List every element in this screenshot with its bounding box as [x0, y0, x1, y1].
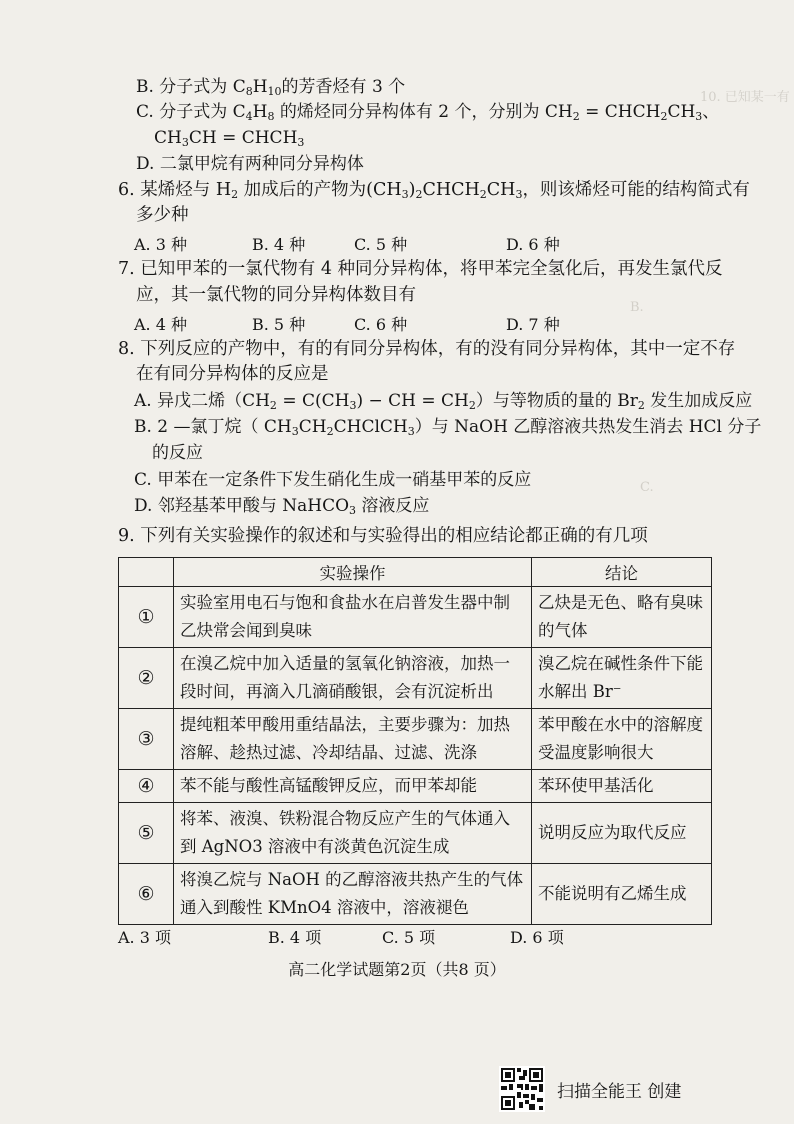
- q7-option-c[interactable]: C. 6 种: [354, 315, 408, 334]
- q5-option-b: B. 分子式为 $C_8H_{10}$的芳香烃有 3 个: [136, 77, 406, 98]
- q7-option-a[interactable]: A. 4 种: [134, 315, 187, 334]
- q8-option-c[interactable]: C. 甲苯在一定条件下发生硝化生成一硝基甲苯的反应: [134, 470, 532, 490]
- q7-stem-cont: 应，其一氯代物的同分异构体数目有: [136, 285, 416, 305]
- row-conclusion: 苯甲酸在水中的溶解度受温度影响很大: [532, 709, 712, 770]
- row-number: ④: [119, 770, 174, 803]
- header-conclusion: 结论: [532, 558, 712, 587]
- q8-option-a[interactable]: A. 异戊二烯（$CH_2 = C(CH_3)$ − CH = $CH_2$）与等物质的量的 $Br_2$ 发生加成反应: [134, 391, 753, 412]
- q9-option-c[interactable]: C. 5 项: [382, 928, 436, 947]
- q5-option-d: D. 二氯甲烷有两种同分异构体: [136, 154, 364, 174]
- page-footer: 高二化学试题第2页（共8 页）: [288, 960, 506, 979]
- row-number: ①: [119, 587, 174, 648]
- row-conclusion: 乙炔是无色、略有臭味的气体: [532, 587, 712, 648]
- q8-option-b[interactable]: B. 2 —氯丁烷（ $CH_3CH_2CHClCH_3$）与 NaOH 乙醇溶液共热发生消去 HCl 分子: [134, 417, 762, 438]
- row-number: ⑥: [119, 864, 174, 925]
- header-num: [119, 558, 174, 587]
- table-row: [119, 587, 712, 648]
- header-operation: 实验操作: [174, 558, 532, 587]
- row-number: ②: [119, 648, 174, 709]
- row-conclusion: 不能说明有乙烯生成: [532, 864, 712, 925]
- qr-code-icon: [499, 1066, 545, 1112]
- row-number: ③: [119, 709, 174, 770]
- q8-stem: 8. 下列反应的产物中，有的有同分异构体，有的没有同分异构体，其中一定不存: [118, 339, 736, 359]
- q8-option-b-cont: 的反应: [152, 443, 203, 463]
- q9-option-a[interactable]: A. 3 项: [118, 928, 171, 947]
- q6-option-a[interactable]: A. 3 种: [134, 235, 187, 254]
- table-row: [119, 770, 712, 803]
- bleed-through-text: B.: [630, 300, 644, 315]
- q7-stem: 7. 已知甲苯的一氯代物有 4 种同分异构体，将甲苯完全氢化后，再发生氯代反: [118, 259, 723, 279]
- scanner-brand-text: 扫描全能王 创建: [557, 1082, 682, 1102]
- q6-stem: 6. 某烯烃与 $H_2$ 加成后的产物为$(CH_3)_2CHCH_2CH_3$，则该烯烃可能的结构简式有: [118, 180, 750, 201]
- q7-option-b[interactable]: B. 5 种: [252, 315, 306, 334]
- q5-option-c: C. 分子式为 $C_4H_8$ 的烯烃同分异构体有 2 个，分别为 $CH_2$ = $CHCH_2CH_3$、: [136, 102, 720, 123]
- table-row: [119, 803, 712, 864]
- experiment-table: [118, 557, 712, 925]
- row-conclusion: 说明反应为取代反应: [532, 803, 712, 864]
- row-operation: 提纯粗苯甲酸用重结晶法，主要步骤为：加热溶解、趁热过滤、冷却结晶、过滤、洗涤: [174, 709, 532, 770]
- q9-stem: 9. 下列有关实验操作的叙述和与实验得出的相应结论都正确的有几项: [118, 526, 648, 546]
- q6-option-d[interactable]: D. 6 种: [506, 235, 560, 254]
- q8-option-d[interactable]: D. 邻羟基苯甲酸与 NaHCO$_3$ 溶液反应: [134, 496, 430, 517]
- table-header-row: [119, 558, 712, 587]
- row-number: ⑤: [119, 803, 174, 864]
- table-row: [119, 864, 712, 925]
- q9-option-b[interactable]: B. 4 项: [268, 928, 322, 947]
- q6-stem-cont: 多少种: [136, 205, 189, 225]
- q7-option-d[interactable]: D. 7 种: [506, 315, 560, 334]
- table-row: [119, 648, 712, 709]
- q5-option-c-cont: $CH_3CH$ = $CHCH_3$: [154, 128, 305, 149]
- q6-option-b[interactable]: B. 4 种: [252, 235, 306, 254]
- row-operation: 将溴乙烷与 NaOH 的乙醇溶液共热产生的气体通入到酸性 KMnO4 溶液中，溶液褪色: [174, 864, 532, 925]
- row-conclusion: 苯环使甲基活化: [532, 770, 712, 803]
- bleed-through-text: C.: [640, 480, 654, 495]
- bleed-through-text: 10. 已知某一有: [700, 90, 790, 105]
- row-operation: 苯不能与酸性高锰酸钾反应，而甲苯却能: [174, 770, 532, 803]
- row-operation: 实验室用电石与饱和食盐水在启普发生器中制乙炔常会闻到臭味: [174, 587, 532, 648]
- row-operation: 在溴乙烷中加入适量的氢氧化钠溶液，加热一段时间，再滴入几滴硝酸银，会有沉淀析出: [174, 648, 532, 709]
- table-row: [119, 709, 712, 770]
- q8-stem-cont: 在有同分异构体的反应是: [136, 364, 329, 384]
- q6-option-c[interactable]: C. 5 种: [354, 235, 408, 254]
- row-conclusion: 溴乙烷在碱性条件下能水解出 Br⁻: [532, 648, 712, 709]
- row-operation: 将苯、液溴、铁粉混合物反应产生的气体通入到 AgNO3 溶液中有淡黄色沉淀生成: [174, 803, 532, 864]
- q9-option-d[interactable]: D. 6 项: [510, 928, 564, 947]
